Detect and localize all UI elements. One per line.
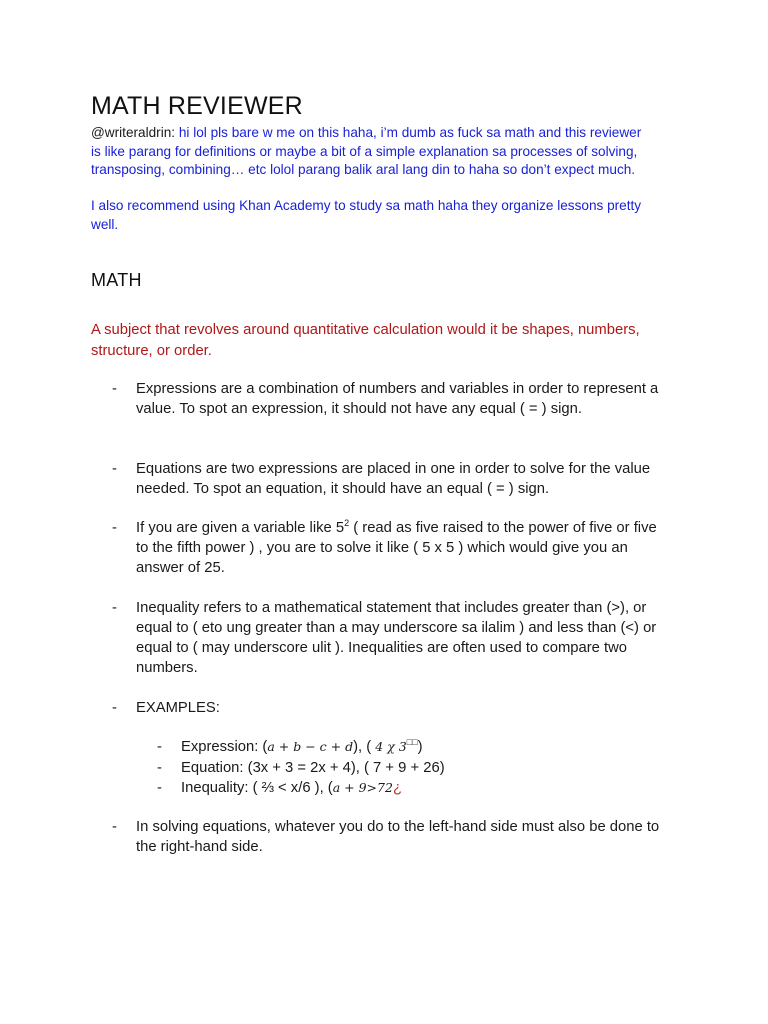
bullet-text-powers [136, 518, 664, 578]
power-exponent: 2 [344, 518, 350, 528]
section-heading: MATH [91, 270, 142, 290]
example-inequality-text [181, 778, 402, 798]
author-note-line-1: hi lol pls bare w me on this haha, i’m dumb as fuck sa math and this reviewer [178, 125, 642, 140]
bullet-dash: - [112, 600, 117, 616]
recommendation-note [91, 197, 691, 234]
missing-glyph-superscript: □□ [406, 737, 418, 747]
author-note-line-2: is like parang for definitions or maybe a bit of a simple explanation sa processes of solving, [91, 143, 638, 159]
recommendation-line-1: I also recommend using Khan Academy to study sa math haha they organize lessons pretty [91, 198, 642, 213]
example-equation-text: Equation: (3x + 3 = 2x + 4), ( 7 + 9 + 26) [181, 760, 445, 776]
bullet-dash: - [112, 381, 117, 397]
math-inequality: a + 9>72 [332, 780, 393, 795]
document-title: MATH REVIEWER [91, 92, 303, 120]
power-text-before: If you are given a variable like 5 [136, 520, 345, 536]
bullet-dash: - [157, 780, 162, 796]
example-expression-text [181, 737, 423, 757]
bullet-dash: - [112, 520, 117, 536]
bullet-text-expressions: Expressions are a combination of numbers and variables in order to represent a value. To spot an expression, it should not have any equal ( = ) sign. [136, 381, 659, 417]
author-handle: @writeraldrin: [91, 125, 176, 140]
examples-label: EXAMPLES: [136, 700, 220, 716]
example-expression-end: ) [417, 739, 423, 755]
bullet-text-solving: In solving equations, whatever you do to the left-hand side must also be done to the right-hand side. [136, 819, 660, 855]
example-expression-mid: ), ( [353, 739, 372, 755]
bullet-dash: - [157, 760, 162, 776]
bullet-dash: - [157, 739, 162, 755]
author-note [91, 124, 691, 180]
bullet-dash: - [112, 461, 117, 477]
bullet-dash: - [112, 700, 117, 716]
bullet-text-inequality: Inequality refers to a mathematical statement that includes greater than (>), or equal to ( eto ung greater than a may underscore sa ilalim ) and less than (<) or equal to ( may underscore ulit ). Inequalities are often used to compare two numbers. [136, 600, 657, 676]
math-expression-2: 4 χ 3 [375, 739, 407, 754]
power-text-after: ( read as five raised to the power of five or five to the fifth power ) , you are to solve it like ( 5 x 5 ) which would give you an answer of 25. [136, 520, 657, 576]
math-definition: A subject that revolves around quantitative calculation would it be shapes, numbers, structure, or order. [91, 322, 640, 359]
recommendation-line-2: well. [91, 216, 119, 232]
example-inequality-label: Inequality: ( ⅔ < x/6 ), ( [181, 780, 333, 796]
example-expression-label: Expression: ( [181, 739, 268, 755]
bullet-dash: - [112, 819, 117, 835]
bullet-text-equations: Equations are two expressions are placed in one in order to solve for the value needed. To spot an equation, it should have an equal ( = ) sign. [136, 461, 651, 497]
inverted-question-glyph: ¿ [392, 780, 402, 796]
author-note-line-3: transposing, combining… etc lolol parang balik aral lang din to haha so don’t expect much. [91, 162, 636, 177]
math-expression-1: a + b − c + d [267, 739, 354, 754]
